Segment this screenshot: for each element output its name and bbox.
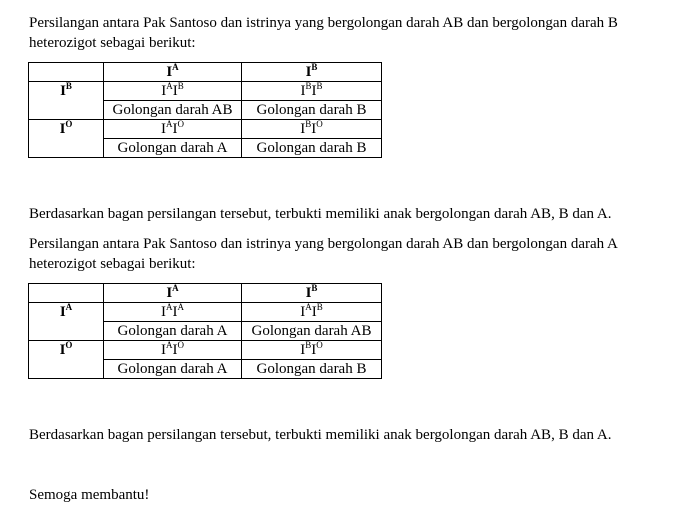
allele-base: I <box>166 64 173 80</box>
allele-sup: O <box>65 340 73 350</box>
allele-sup: A <box>172 283 179 293</box>
row-header-allele <box>29 120 104 158</box>
genotype-cell: $I^AI^O$ <box>104 341 242 360</box>
phenotype-cell: Golongan darah B <box>242 139 382 158</box>
allele-sup: A <box>65 302 73 312</box>
allele-base: I <box>59 121 66 137</box>
genotype-row <box>29 82 382 101</box>
column-header-allele <box>242 63 382 82</box>
corner-cell <box>29 284 104 303</box>
genotype-row <box>29 120 382 139</box>
phenotype-cell: Golongan darah A <box>104 322 242 341</box>
row-header-allele <box>29 303 104 341</box>
genotype-row <box>29 303 382 322</box>
table-header-row <box>29 284 382 303</box>
allele-base: I <box>305 64 312 80</box>
phenotype-cell: Golongan darah A <box>104 360 242 379</box>
allele-base: I <box>305 285 312 301</box>
conclusion-paragraph-1: Berdasarkan bagan persilangan tersebut, terbukti memiliki anak bergolongan darah AB, B dan A. <box>29 206 612 222</box>
row-header-allele <box>29 341 104 379</box>
genotype-cell: $I^AI^A$ <box>104 303 242 322</box>
row-header-allele <box>29 82 104 120</box>
allele-base: I <box>59 342 66 358</box>
allele-base: I <box>166 285 173 301</box>
phenotype-cell: Golongan darah AB <box>104 101 242 120</box>
genotype-cell: $I^BI^O$ <box>242 120 382 139</box>
intro-paragraph-1: Persilangan antara Pak Santoso dan istrinya yang bergolongan darah AB dan bergolongan darah B heterozigot sebagai berikut: <box>29 15 618 51</box>
genotype-cell: $I^BI^O$ <box>242 341 382 360</box>
phenotype-cell: Golongan darah B <box>242 101 382 120</box>
allele-sup: O <box>65 119 73 129</box>
conclusion-paragraph-2: Berdasarkan bagan persilangan tersebut, terbukti memiliki anak bergolongan darah AB, B dan A. <box>29 427 612 443</box>
column-header-allele <box>104 63 242 82</box>
genotype-cell: $I^BI^B$ <box>242 82 382 101</box>
genotype-cell: $I^AI^O$ <box>104 120 242 139</box>
genotype-cell: $I^AI^B$ <box>242 303 382 322</box>
allele-sup: B <box>311 62 318 72</box>
phenotype-cell: Golongan darah A <box>104 139 242 158</box>
allele-sup: A <box>172 62 179 72</box>
allele-sup: B <box>65 81 72 91</box>
allele-sup: B <box>311 283 318 293</box>
column-header-allele <box>104 284 242 303</box>
corner-cell <box>29 63 104 82</box>
intro-paragraph-2: Persilangan antara Pak Santoso dan istrinya yang bergolongan darah AB dan bergolongan darah A heterozigot sebagai berikut: <box>29 236 618 272</box>
table-header-row <box>29 63 382 82</box>
phenotype-cell: Golongan darah B <box>242 360 382 379</box>
closing-text: Semoga membantu! <box>29 487 150 503</box>
phenotype-cell: Golongan darah AB <box>242 322 382 341</box>
cross-table-1 <box>28 62 382 158</box>
cross-table-2 <box>28 283 382 379</box>
column-header-allele <box>242 284 382 303</box>
allele-base: I <box>60 83 66 99</box>
allele-base: I <box>59 304 66 320</box>
genotype-row <box>29 341 382 360</box>
genotype-cell: $I^AI^B$ <box>104 82 242 101</box>
